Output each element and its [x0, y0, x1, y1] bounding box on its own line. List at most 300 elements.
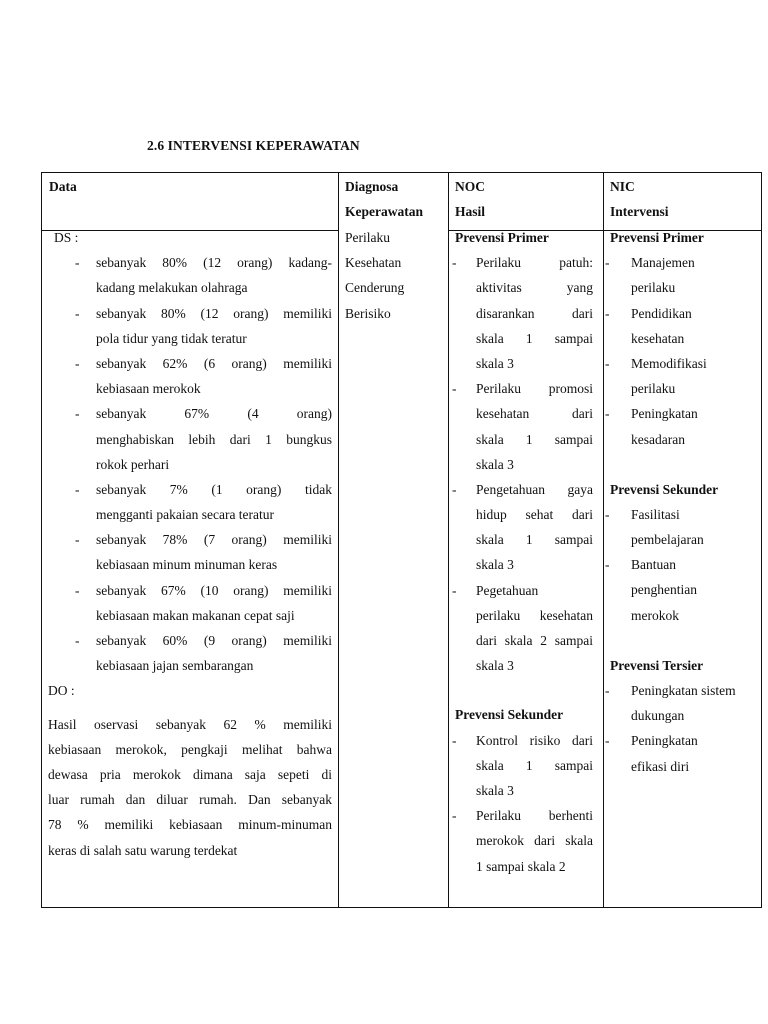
list-item — [42, 401, 338, 477]
list-item-text: perilaku — [631, 280, 676, 296]
list-item-text: Peningkatan — [631, 406, 698, 422]
word: sebanyak — [96, 532, 147, 548]
list-item-text: kadang melakukan olahraga — [96, 280, 248, 296]
list-item-text — [476, 527, 593, 552]
word: sehat — [525, 507, 554, 523]
word: dari — [229, 431, 251, 447]
word: rumah — [80, 792, 115, 808]
list-item-line — [42, 653, 338, 678]
list-item-line — [448, 578, 603, 603]
list-item-line — [448, 778, 603, 803]
list-item-text — [476, 427, 593, 452]
word: perilaku — [476, 607, 521, 623]
bullet-dash: - — [75, 633, 80, 648]
word: 2 — [540, 633, 547, 648]
list-item-line — [603, 502, 762, 527]
list-item-line — [448, 527, 603, 552]
list-item-line — [603, 603, 762, 628]
list-item-text: skala 3 — [476, 557, 514, 573]
word: merokok — [132, 766, 181, 782]
list-item-text — [476, 628, 593, 653]
noc-primer-title: Prevensi Primer — [455, 230, 549, 245]
word: sampai — [554, 757, 593, 773]
list-item-line — [603, 376, 762, 401]
word: promosi — [548, 381, 593, 397]
list-item-line — [42, 452, 338, 477]
list-item-line — [42, 401, 338, 426]
nic-primer-title: Prevensi Primer — [610, 230, 704, 245]
word: dari — [572, 305, 593, 321]
word: berhenti — [548, 808, 593, 824]
word: Hasil — [48, 716, 77, 732]
word: orang) — [233, 582, 269, 598]
word: 1 — [525, 431, 533, 447]
list-item-line — [42, 250, 338, 275]
list-item-text: penghentian — [631, 582, 697, 598]
list-item-line — [603, 351, 762, 376]
list-item — [42, 301, 338, 351]
list-item — [603, 678, 762, 728]
word: hidup — [476, 507, 507, 523]
word: 1 — [525, 330, 533, 346]
header-nic-sub: Intervensi — [610, 204, 669, 220]
word: (12 — [203, 255, 222, 271]
list-item-text: Peningkatan sistem — [631, 683, 736, 698]
word: 78% — [162, 532, 188, 548]
list-item-line — [42, 578, 338, 603]
word: disarankan — [476, 305, 535, 321]
word: kesehatan — [539, 607, 593, 623]
list-item-line — [603, 678, 762, 703]
word: oservasi — [94, 716, 139, 732]
word: dan — [125, 792, 146, 808]
word: gaya — [567, 481, 593, 497]
word: Kontrol — [476, 732, 518, 748]
word: orang) — [237, 255, 273, 271]
bullet-dash: - — [605, 683, 610, 698]
list-item — [603, 401, 762, 451]
diagnosa-line: Kesehatan — [345, 255, 402, 271]
list-item-text: perilaku — [631, 381, 676, 397]
list-item-text: Bantuan — [631, 557, 676, 573]
list-item-line — [448, 326, 603, 351]
list-item-text: skala 3 — [476, 456, 514, 472]
bullet-dash: - — [75, 355, 80, 371]
noc-primer-list — [448, 250, 603, 678]
word: luar — [48, 792, 69, 808]
list-item — [448, 376, 603, 477]
word: memiliki — [283, 532, 332, 548]
word: memiliki — [283, 633, 332, 648]
header-noc-sub: Hasil — [455, 204, 486, 220]
bullet-dash: - — [605, 355, 610, 371]
word: skala — [565, 833, 593, 849]
do-line — [48, 812, 332, 837]
noc-sekunder-title: Prevensi Sekunder — [455, 707, 564, 723]
word: memiliki — [283, 355, 332, 371]
word: kebiasaan — [48, 741, 102, 757]
word: skala — [476, 330, 504, 346]
list-item-line — [42, 326, 338, 351]
list-item-line — [42, 628, 338, 653]
diagnosa-line: Perilaku — [345, 230, 390, 245]
nic-primer-list — [603, 250, 762, 452]
list-item-text: kebiasaan jajan sembarangan — [96, 658, 254, 674]
list-item-text — [476, 376, 593, 401]
word: dari — [534, 833, 556, 849]
word: 1 — [525, 757, 533, 773]
list-item-text — [476, 753, 593, 778]
nic-sekunder-list — [603, 502, 762, 628]
word: orang) — [246, 481, 282, 497]
list-item-line — [42, 552, 338, 577]
list-item-line — [448, 250, 603, 275]
do-line — [48, 762, 332, 787]
bullet-dash: - — [605, 255, 610, 271]
list-item-line — [448, 803, 603, 828]
word: kesehatan — [476, 406, 530, 422]
word: orang) — [231, 355, 267, 371]
noc-sekunder-list — [448, 728, 603, 879]
list-item-text — [96, 301, 332, 326]
header-noc-label: NOC — [455, 179, 485, 194]
header-diagnosa — [345, 174, 423, 224]
word: (7 — [203, 532, 216, 548]
bullet-dash: - — [605, 557, 610, 573]
bullet-dash: - — [452, 381, 457, 397]
list-item-line — [42, 351, 338, 376]
list-item-text — [476, 326, 593, 351]
list-item-text — [96, 427, 332, 452]
list-item-line — [42, 502, 338, 527]
list-item-text: dukungan — [631, 708, 685, 724]
list-item-text — [96, 477, 332, 502]
do-line — [48, 787, 332, 812]
list-item-text — [476, 728, 593, 753]
word: 78 — [48, 817, 62, 833]
word: memiliki — [283, 582, 332, 598]
list-item-text: kesehatan — [631, 330, 685, 346]
header-data: Data — [49, 179, 77, 194]
list-item-line — [42, 275, 338, 300]
noc-column — [448, 225, 603, 879]
list-item-line — [448, 275, 603, 300]
intervention-table — [41, 172, 762, 908]
word: diluar — [156, 792, 188, 808]
list-item — [603, 552, 762, 628]
word: 60% — [162, 633, 188, 648]
word: (10 — [200, 582, 219, 598]
list-item-text: Pendidikan — [631, 305, 692, 321]
word: di — [321, 766, 332, 782]
list-item-text — [476, 401, 593, 426]
word: (9 — [203, 633, 216, 648]
list-item-text: mengganti pakaian secara teratur — [96, 507, 275, 523]
word: % — [77, 817, 89, 833]
word: pria — [99, 766, 121, 782]
word: rumah. — [199, 792, 237, 808]
word: sebanyak — [96, 255, 147, 271]
word: orang) — [296, 406, 332, 422]
list-item-text: skala 3 — [476, 658, 514, 674]
word: skala — [504, 633, 533, 648]
list-item-text — [96, 578, 332, 603]
list-item-line — [42, 527, 338, 552]
list-item-line — [603, 728, 762, 753]
bullet-dash: - — [75, 582, 80, 598]
list-item-line — [448, 854, 603, 879]
list-item-line — [42, 301, 338, 326]
bullet-dash: - — [605, 305, 610, 321]
list-item-text — [476, 578, 593, 603]
bullet-dash: - — [75, 481, 80, 497]
word: skala — [476, 532, 504, 548]
word: saja — [244, 766, 266, 782]
bullet-dash: - — [605, 506, 610, 522]
word: orang) — [231, 532, 267, 548]
list-item-text: kebiasaan minum minuman keras — [96, 557, 278, 573]
word: sebanyak — [96, 481, 147, 497]
word: 62 — [223, 716, 237, 732]
list-item-text — [96, 527, 332, 552]
word: (1 — [211, 481, 223, 497]
word: sebanyak — [96, 633, 147, 648]
list-item — [42, 628, 338, 678]
list-item-text: Fasilitasi — [631, 506, 680, 522]
list-item-line — [448, 753, 603, 778]
word: sebanyak — [96, 582, 147, 598]
list-item-text: Manajemen — [631, 255, 695, 271]
do-line — [48, 737, 332, 762]
bullet-dash: - — [75, 406, 80, 422]
nic-column — [603, 225, 762, 779]
word: Pegetahuan — [476, 582, 539, 598]
list-item-line — [603, 301, 762, 326]
list-item-line — [448, 452, 603, 477]
list-item-line — [42, 477, 338, 502]
word: bungkus — [286, 431, 332, 447]
word: sampai — [554, 330, 593, 346]
list-item-line — [448, 376, 603, 401]
word: kebiasaan — [169, 817, 223, 833]
bullet-dash: - — [452, 481, 457, 497]
list-item-text: pembelajaran — [631, 532, 704, 548]
list-item-text — [96, 250, 332, 275]
do-label: DO : — [48, 683, 75, 699]
diagnosa-column — [345, 225, 404, 326]
list-item-line — [42, 376, 338, 401]
word: kadang- — [288, 255, 332, 271]
word: 80% — [160, 305, 186, 321]
do-paragraph — [42, 712, 332, 863]
list-item-text — [96, 628, 332, 653]
bullet-dash: - — [605, 733, 610, 749]
list-item-text — [476, 275, 593, 300]
word: orang) — [231, 633, 267, 648]
list-item-text: kebiasaan merokok — [96, 381, 201, 397]
list-item-line — [448, 728, 603, 753]
list-item-line — [448, 552, 603, 577]
bullet-dash: - — [75, 305, 80, 321]
list-item-line — [603, 527, 762, 552]
bullet-dash: - — [452, 732, 457, 748]
list-item-line — [42, 427, 338, 452]
bullet-dash: - — [75, 532, 80, 548]
word: yang — [566, 280, 593, 296]
word: aktivitas — [476, 280, 522, 296]
word: Dan — [248, 792, 271, 808]
list-item-line — [448, 828, 603, 853]
diagnosa-line: Cenderung — [345, 280, 405, 296]
list-item — [603, 351, 762, 401]
list-item-text — [476, 502, 593, 527]
list-item-text: rokok perhari — [96, 456, 170, 472]
list-item-text: skala 3 — [476, 782, 514, 798]
word: 62% — [162, 355, 188, 371]
header-diagnosa-line: Keperawatan — [345, 204, 423, 220]
list-item-text: kesadaran — [631, 431, 685, 447]
list-item — [603, 728, 762, 778]
list-item — [42, 578, 338, 628]
list-item — [603, 301, 762, 351]
word: memiliki — [104, 817, 154, 833]
word: sebanyak — [155, 716, 206, 732]
list-item-text: Memodifikasi — [631, 355, 707, 371]
do-line: keras di salah satu warung terdekat — [48, 842, 238, 858]
header-nic-label: NIC — [610, 179, 635, 194]
list-item-line — [603, 427, 762, 452]
list-item-line — [448, 301, 603, 326]
list-item-text — [476, 477, 593, 502]
word: Perilaku — [476, 381, 521, 397]
list-item-line — [448, 653, 603, 678]
word: (6 — [203, 355, 216, 371]
word: Perilaku — [476, 255, 521, 271]
list-item-line — [603, 754, 762, 779]
list-item — [42, 477, 338, 527]
bullet-dash: - — [75, 255, 80, 271]
list-item — [603, 502, 762, 552]
list-item — [42, 527, 338, 577]
word: sampai — [554, 633, 593, 648]
column-divider — [338, 173, 339, 907]
word: % — [254, 716, 266, 732]
list-item-line — [42, 603, 338, 628]
list-item-line — [448, 502, 603, 527]
word: dari — [571, 732, 593, 748]
word: sebanyak — [96, 406, 147, 422]
list-item-text — [476, 301, 593, 326]
word: skala — [476, 757, 504, 773]
list-item — [448, 578, 603, 679]
word: 1 — [525, 532, 533, 548]
header-nic — [610, 174, 669, 224]
list-item-line — [603, 326, 762, 351]
list-item — [42, 250, 338, 300]
list-item-text: 1 sampai skala 2 — [476, 858, 566, 874]
do-line — [48, 712, 332, 737]
ds-list — [42, 250, 338, 678]
word: Perilaku — [476, 808, 521, 824]
word: (12 — [200, 305, 219, 321]
word: bahwa — [296, 741, 332, 757]
word: lebih — [188, 431, 216, 447]
nic-tersier-list — [603, 678, 762, 779]
word: dari — [476, 633, 497, 648]
list-item-text — [96, 401, 332, 426]
word: skala — [476, 431, 504, 447]
list-item-text — [476, 803, 593, 828]
list-item-text: pola tidur yang tidak teratur — [96, 330, 247, 346]
list-item-text — [476, 828, 593, 853]
list-item — [448, 250, 603, 376]
word: risiko — [529, 732, 561, 748]
list-item-text: Peningkatan — [631, 733, 698, 749]
word: dari — [571, 507, 593, 523]
word: merokok, — [115, 741, 167, 757]
word: pengkaji — [181, 741, 228, 757]
list-item — [448, 803, 603, 879]
list-item-line — [603, 703, 762, 728]
word: melihat — [241, 741, 283, 757]
nic-tersier-title: Prevensi Tersier — [610, 657, 704, 673]
word: patuh: — [559, 255, 593, 271]
list-item-line — [603, 401, 762, 426]
bullet-dash: - — [452, 255, 457, 271]
word: 7% — [169, 481, 188, 497]
word: sebanyak — [96, 355, 147, 371]
list-item-line — [448, 603, 603, 628]
word: 67% — [160, 582, 186, 598]
list-item-line — [448, 628, 603, 653]
list-item — [42, 351, 338, 401]
list-item-text — [476, 250, 593, 275]
word: menghabiskan — [96, 431, 174, 447]
word: tidak — [304, 481, 332, 497]
header-diagnosa-line: Diagnosa — [345, 179, 399, 194]
list-item — [448, 477, 603, 578]
word: sepeti — [277, 766, 310, 782]
word: 1 — [265, 431, 272, 447]
word: sampai — [554, 532, 593, 548]
list-item — [448, 728, 603, 804]
list-item-text: kebiasaan makan makanan cepat saji — [96, 607, 295, 623]
list-item-text: efikasi diri — [631, 758, 690, 774]
word: (4 — [247, 406, 259, 422]
word: minum-minuman — [238, 817, 332, 833]
list-item-text — [476, 603, 593, 628]
word: 80% — [162, 255, 188, 271]
list-item-line — [603, 552, 762, 577]
header-noc — [455, 174, 485, 224]
list-item — [603, 250, 762, 300]
list-item-line — [448, 427, 603, 452]
list-item-line — [603, 577, 762, 602]
word: sebanyak — [281, 792, 332, 808]
word: 67% — [184, 406, 210, 422]
list-item-line — [448, 477, 603, 502]
list-item-line — [448, 351, 603, 376]
word: memiliki — [283, 716, 332, 732]
word: sebanyak — [96, 305, 147, 321]
bullet-dash: - — [452, 808, 457, 824]
list-item-text: merokok — [631, 607, 679, 623]
word: orang) — [233, 305, 269, 321]
word: sampai — [554, 431, 593, 447]
data-column — [42, 225, 338, 863]
bullet-dash: - — [452, 582, 457, 598]
list-item-text — [96, 351, 332, 376]
